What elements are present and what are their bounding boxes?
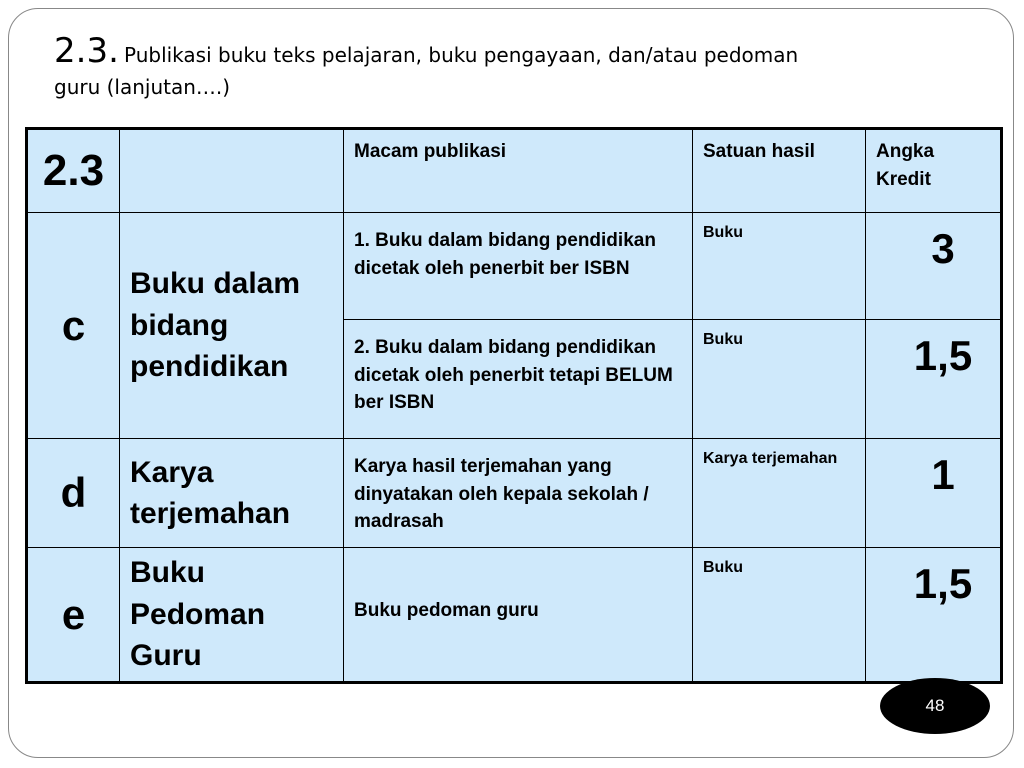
- title-number: 2.3.: [54, 31, 119, 71]
- slide-title: [54, 30, 954, 100]
- header-category: [120, 129, 344, 213]
- header-code: 2.3: [27, 129, 120, 213]
- row-code: e: [27, 548, 120, 683]
- header-satuan-hasil: Satuan hasil: [693, 129, 866, 213]
- header-angka-kredit: Angka Kredit: [866, 129, 1002, 213]
- row-unit: Buku: [693, 213, 866, 320]
- row-credit: 1: [866, 439, 1002, 548]
- row-description: 2. Buku dalam bidang pendidikan dicetak oleh penerbit tetapi BELUM ber ISBN: [344, 320, 693, 439]
- table-row: [27, 213, 1002, 320]
- row-credit: 1,5: [866, 320, 1002, 439]
- table-header-row: [27, 129, 1002, 213]
- row-credit: 3: [866, 213, 1002, 320]
- header-macam-publikasi: Macam publikasi: [344, 129, 693, 213]
- table-row: [27, 439, 1002, 548]
- title-text: Publikasi buku teks pelajaran, buku pengayaan, dan/atau pedoman: [123, 43, 799, 67]
- row-category: Karya terjemahan: [120, 439, 344, 548]
- row-category: Buku Pedoman Guru: [120, 548, 344, 683]
- row-unit: Karya terjemahan: [693, 439, 866, 548]
- page-number-badge: 48: [880, 678, 990, 734]
- row-code: d: [27, 439, 120, 548]
- row-code: c: [27, 213, 120, 439]
- row-description: 1. Buku dalam bidang pendidikan dicetak oleh penerbit ber ISBN: [344, 213, 693, 320]
- row-category: Buku dalam bidang pendidikan: [120, 213, 344, 439]
- row-description: Karya hasil terjemahan yang dinyatakan oleh kepala sekolah / madrasah: [344, 439, 693, 548]
- title-line2: guru (lanjutan….): [54, 74, 231, 99]
- row-credit: 1,5: [866, 548, 1002, 683]
- row-unit: Buku: [693, 548, 866, 683]
- row-unit: Buku: [693, 320, 866, 439]
- credit-table: [25, 127, 1003, 684]
- table-row: [27, 548, 1002, 683]
- row-description: Buku pedoman guru: [344, 548, 693, 683]
